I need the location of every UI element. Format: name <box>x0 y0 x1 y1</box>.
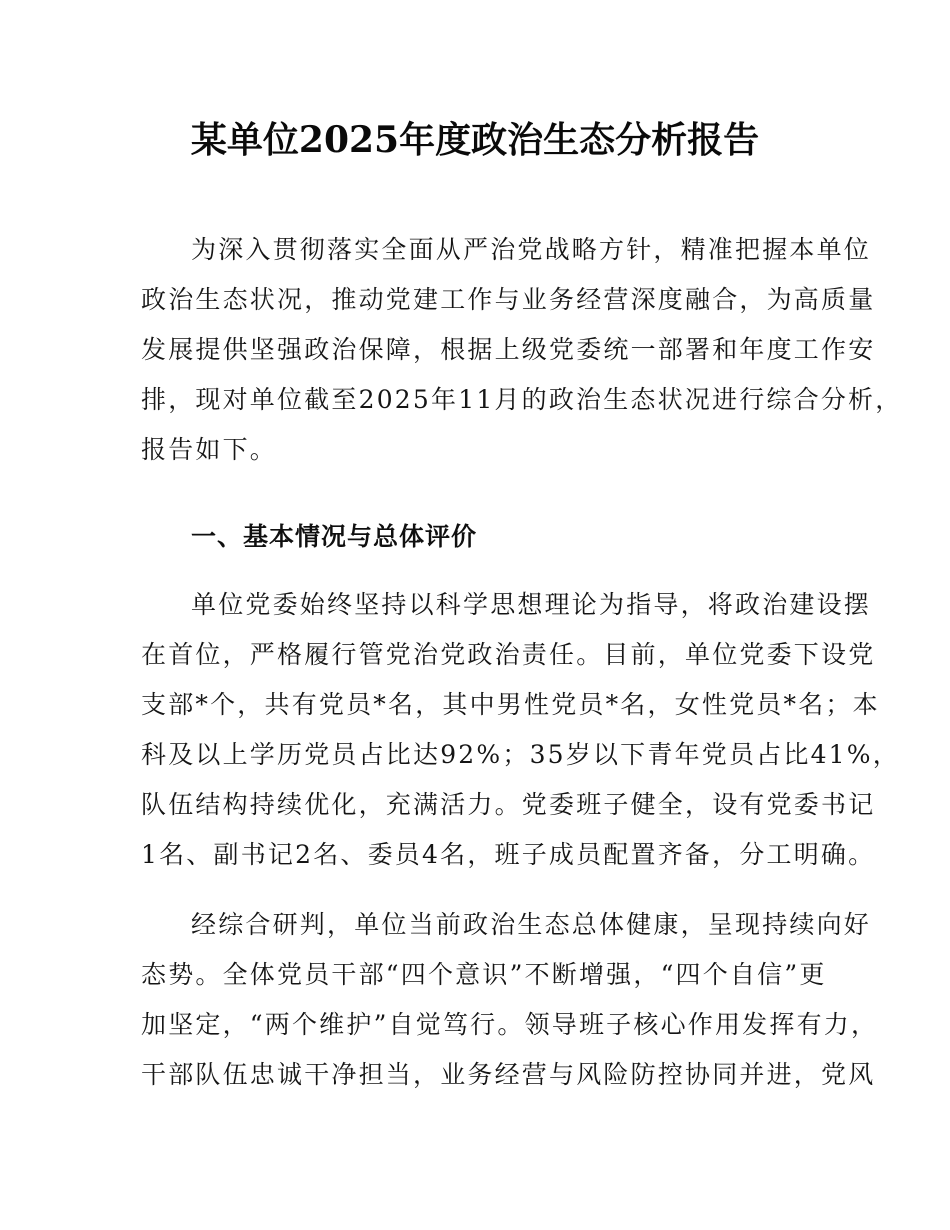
s1p1-line-2: 在首位，严格履行管党治党政治责任。目前，单位党委下设党 <box>141 640 876 669</box>
intro-line-1: 为深入贯彻落实全面从严治党战略方针，精准把握本单位 <box>191 235 872 264</box>
s1p2-line-3: 加坚定，“两个维护”自觉笃行。领导班子核心作用发挥有力， <box>141 1010 879 1039</box>
s1p1-line-5: 队伍结构持续优化，充满活力。党委班子健全，设有党委书记 <box>141 790 876 819</box>
s1p2-line-4: 干部队伍忠诚干净担当，业务经营与风险防控协同并进，党风 <box>141 1060 876 1089</box>
s1p2-line-2: 态势。全体党员干部“四个意识”不断增强，“四个自信”更 <box>141 960 827 989</box>
s1p1-line-3: 支部*个，共有党员*名，其中男性党员*名，女性党员*名；本 <box>141 690 880 719</box>
intro-line-2: 政治生态状况，推动党建工作与业务经营深度融合，为高质量 <box>141 285 876 314</box>
document-title: 某单位2025年度政治生态分析报告 <box>190 119 760 161</box>
intro-line-5: 报告如下。 <box>141 435 278 464</box>
s1p1-line-1: 单位党委始终坚持以科学思想理论为指导，将政治建设摆 <box>191 590 872 619</box>
s1p1-line-6: 1名、副书记2名、委员4名，班子成员配置齐备，分工明确。 <box>141 840 876 869</box>
intro-line-4: 排，现对单位截至2025年11月的政治生态状况进行综合分析， <box>141 385 903 414</box>
section-heading-1: 一、基本情况与总体评价 <box>191 522 478 551</box>
s1p1-line-4: 科及以上学历党员占比达92%；35岁以下青年党员占比41%， <box>141 740 900 769</box>
intro-line-3: 发展提供坚强政治保障，根据上级党委统一部署和年度工作安 <box>141 335 876 364</box>
s1p2-line-1: 经综合研判，单位当前政治生态总体健康，呈现持续向好 <box>191 910 872 939</box>
